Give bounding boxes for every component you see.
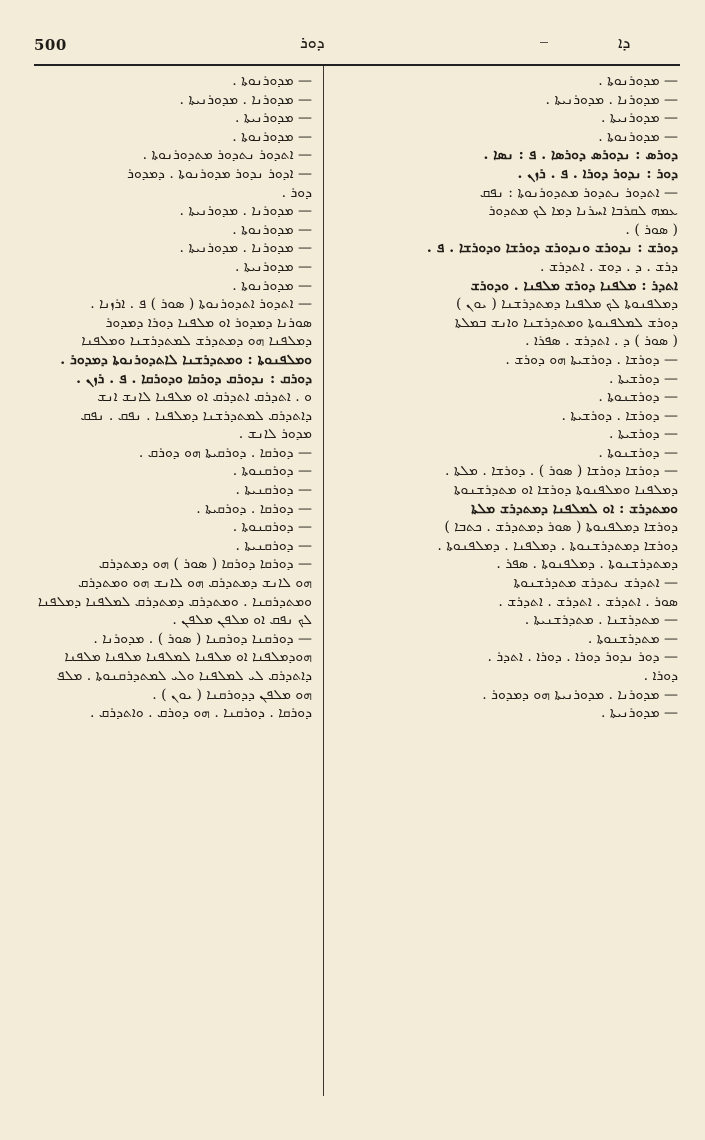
entry-line: ܗܘܕܡܠܦܢܐ ܐܘ ܡܠܦܢܐ ܠܡܠܦܢܐ ܡܠܦܢܐ ܡܠܦܢܐ [64,649,312,666]
page-number: 500 [34,36,67,54]
entry-line: ܘ . ܐܬܕܪܩ ܐܬܕܪܩ ܐܘ ܡܠܦܢܐ ܠܐܢܫ ܐܢܫ [97,389,312,406]
entry-line: ܘܡܠܦܢܘܬܐ : ܘܡܬܕܪܫܢܐ ܠܐܬܕܘܪܢܘܬܐ ܕܡܕܘܪ . [60,351,312,368]
header-rule [34,64,680,66]
entry-line: — ܕܘܪܫܢܘܬܐ . [598,389,678,406]
entry-line: ܕܘܪܫܐ ܕܡܬܕܪܫܢܘܬܐ . ܕܡܠܦܢܐ . ܕܡܠܦܢܘܬܐ . [437,537,678,554]
entry-line: — ܕܘܪܩܐ . ܕܘܪܩܝܬܐ ܗܘ ܕܘܪܩ . [138,444,312,461]
entry-line: ܕܘܪܣ : ܢܕܘܪܣ ܕܘܪܣܐ . ܦ : ܢܣܐ . [483,147,678,164]
entry-line: ܕܡܠܦܢܐ ܗܘ ܕܡܬܕܪܫ ܠܡܬܕܪܫܢܐ ܘܡܠܦܢܐ [81,333,312,350]
entry-line: — ܡܕܘܪܢܘܬܐ . [232,73,312,89]
entry-line: ܐܬܕܪ : ܡܠܦܢܐ ܕܘܪܫ ܡܠܦܢܐ . ܘܕܘܪܫ [470,277,678,294]
entry-line: — ܕܘܪ ܢܕܘܪ ܕܘܪܐ . ܕܘܪܐ . ܐܬܕܪ . [487,649,678,666]
entry-line: ܕܘܪܫ ܠܡܠܦܢܘܬܐ ܘܡܬܕܪܫܢܐ ܘܐܢܫ ܒܡܠܬܐ [454,314,678,331]
entry-line: — ܕܘܪܫܝܬܐ . [608,370,678,387]
entry-line: ܣܘܪ . ܐܬܕܪܫ . ܐܬܕܪܫ . ܐܬܕܪܫ . [498,593,678,610]
entry-line: — ܕܘܪܫܝܬܐ . [608,426,678,443]
entry-line: ܕܐܬܕܪܩ ܠܝ ܠܡܠܦܢܐ ܘܠܝ ܠܡܬܕܪܩܢܘܬܐ . ܡܠܦ [56,668,312,684]
entry-line: — ܕܘܪܩܢܝܬܐ . [235,482,312,499]
entry-line: — ܡܕܘܪܢܐ . ܡܕܘܪܢܝܬܐ . [545,91,678,108]
right-column [338,72,678,723]
entry-line: — ܡܕܘܪܢܝܬܐ . [234,258,312,275]
entry-line: — ܡܕܘܪܢܐ . ܡܕܘܪܢܝܬܐ . [179,203,312,220]
column-divider [323,66,324,1096]
entry-line: — ܡܕܘܪܢܘܬܐ . [232,221,312,238]
entry-line: — ܡܕܘܪܢܐ . ܡܕܘܪܢܝܬܐ . [179,240,312,257]
entry-line: ܕܘܪܐ . [643,668,678,684]
entry-line: ܘܡܬܕܪܩܢܐ . ܘܡܬܕܪܩ ܕܡܬܕܪܩ ܠܡܠܦܢܐ ܕܡܠܦܢܐ [37,593,312,610]
entry-line: — ܐܬܕܘܪ ܢܬܕܘܪ ܡܬܕܘܪܢܘܬܐ . [142,147,312,164]
entry-line: — ܐܬܕܘܪ ܐܬܕܘܪܢܘܬܐ ( ܣܘܪ ) ܦ . ܐܪܙܢܐ . [90,296,312,313]
entry-line: — ܡܕܘܪܢܝܬܐ . [234,110,312,127]
entry-line: ܕܘܪܫܐ ܕܡܠܦܢܘܬܐ ( ܣܘܪ ܕܡܬܕܪܫ . ܟܬܒܐ ) [444,519,678,536]
entry-line: — ܡܬܕܪܫܢܘܬܐ . [587,630,678,647]
running-head: ܕܘܪ [300,33,325,52]
entry-line: — ܕܘܪܩܢܘܬܐ . [232,519,312,536]
entry-line: — ܕܘܪܫܐ ܕܘܪܫܐ ( ܣܘܪ ) . ܕܘܪܫܐ . ܡܠܬܐ . [444,463,678,480]
entry-line: — ܕܘܪܫܢܘܬܐ . [598,444,678,461]
entry-line: ܕܘܪܩܐ . ܕܘܪܩܢܐ . ܗܘ ܕܘܪܩ . ܘܐܬܕܪܩ . [90,705,312,722]
entry-line: ܡܕܘܪ ܠܐܢܫ . [238,426,312,443]
entry-line: ܕܡܠܦܢܐ ܘܡܠܦܢܘܬܐ ܕܘܪܫܐ ܐܘ ܡܬܕܪܫܢܘܬܐ [453,482,678,499]
entry-line: ܕܐܬܕܪܩ ܠܡܬܕܪܫܢܐ ܕܡܠܦܢܐ . ܢܦܩ . ܢܦܩ [80,407,312,424]
entry-line: ܥܡܗ ܠܩܪܒܐ ܐܚܪܢܐ ܕܡܐ ܠܟ ܡܬܕܘܪ [488,203,678,220]
entry-line: — ܕܘܪܩܐ ܕܘܪܩܐ ( ܣܘܪ ) ܗܘ ܕܡܬܕܪܩ [98,556,312,573]
entry-line: ( ܣܘܪ ) . [625,221,678,238]
entry-line: — ܕܘܪܩܐ . ܕܘܪܩܝܬܐ . [196,500,312,517]
entry-line: ܕܘܪܫ : ܢܕܘܪܫ ܘܢܕܘܪܫ ܕܘܪܫܐ ܘܕܘܪܫܐ . ܦ . [426,240,678,257]
entry-line: ܕܡܠܦܢܘܬܐ ܠܟ ܡܠܦܢܐ ܕܡܬܕܪܫܢܐ ( ܝܘܢ ) [455,296,678,313]
entry-line: — ܕܘܪܫܐ . ܕܘܪܫܝܬܐ . [561,407,678,424]
entry-line: ܕܘܪܩ : ܢܕܘܪܩ ܕܘܪܩܐ ܘܕܘܪܩܐ . ܦ . ܪܙܢ . [76,370,312,387]
header-dash [540,42,548,43]
entry-line: ܘܡܬܕܪܫ : ܐܘ ܠܡܠܦܢܐ ܕܡܬܕܪܫ ܡܠܬܐ [471,500,678,517]
entry-line: — ܐܬܕܘܪ ܢܬܕܘܪ ܡܬܕܘܪܢܘܬܐ : ܢܦܩ [479,184,678,201]
entry-line: — ܕܘܪܫܐ . ܕܘܪܫܝܬܐ ܗܘ ܕܘܪܫ . [505,351,678,368]
entry-line: — ܡܕܘܪܢܘܬܐ . [232,128,312,145]
entry-line: ܗܘ ܡܠܦܢ ܕܕܘܪܩܢܐ ( ܝܘܢ ) . [152,686,312,703]
entry-line: ܠܟ ܢܦܩ ܐܘ ܡܠܦܢ ܡܠܦܢ . [172,612,312,629]
entry-line: — ܕܘܪܩܢܘܬܐ . [232,463,312,480]
entry-line: ܕܡܬܕܪܫܢܘܬܐ . ܕܡܠܦܢܘܬܐ . ܣܦܪ . [496,556,678,573]
entry-line: ( ܣܘܪ ) ܕ . ܐܬܕܪܫ . ܣܦܪܐ . [525,333,678,350]
entry-line: — ܐܬܕܪܫ ܢܬܕܪܫ ܡܬܕܪܫܢܘܬܐ [513,575,678,592]
entry-line: — ܡܕܘܪܢܝܬܐ . [600,110,678,127]
entry-line: ܕܘܪ : ܢܕܘܪ ܕܘܪܐ . ܦ . ܪܙܢ . [517,165,678,182]
entry-line: — ܕܘܪܩܢܝܬܐ . [235,537,312,554]
entry-line: — ܡܕܘܪܢܐ . ܡܕܘܪܢܝܬܐ . [179,91,312,108]
entry-line: — ܡܬܕܪܫܢܐ . ܡܬܕܪܫܢܝܬܐ . [524,612,678,629]
entry-line: — ܐܕܘܪ ܢܕܘܪ ܡܕܘܪܢܘܬܐ . ܕܡܕܘܪ [127,165,312,182]
entry-line: — ܡܕܘܪܢܘܬܐ . [232,277,312,294]
entry-line: — ܡܕܘܪܢܝܬܐ . [600,705,678,722]
entry-line: — ܕܘܪܩܢܐ ܕܘܪܩܢܐ ( ܣܘܪ ) . ܡܕܘܪܢܐ . [93,630,312,647]
range-label: ܕܐ [618,33,631,52]
entry-line: ܕܪܫ . ܕ . ܕܘܫ . ܐܬܕܪܫ . [540,258,678,275]
entry-line: — ܡܕܘܪܢܘܬܐ . [598,73,678,89]
left-column [30,72,312,723]
entry-line: — ܡܕܘܪܢܐ . ܡܕܘܪܢܝܬܐ ܗܘ ܕܡܕܘܪ . [482,686,678,703]
entry-line: ܣܘܪܢܐ ܕܡܕܘܪ ܐܘ ܡܠܦܢܐ ܕܘܪܐ ܕܡܕܘܪ [105,314,312,331]
entry-line: ܕܘܪ . [281,184,312,201]
entry-line: ܗܘ ܠܐܢܫ ܕܡܬܕܪܩ ܗܘ ܠܐܢܫ ܗܘ ܘܡܬܕܪܩ [78,575,312,592]
entry-line: — ܡܕܘܪܢܘܬܐ . [598,128,678,145]
